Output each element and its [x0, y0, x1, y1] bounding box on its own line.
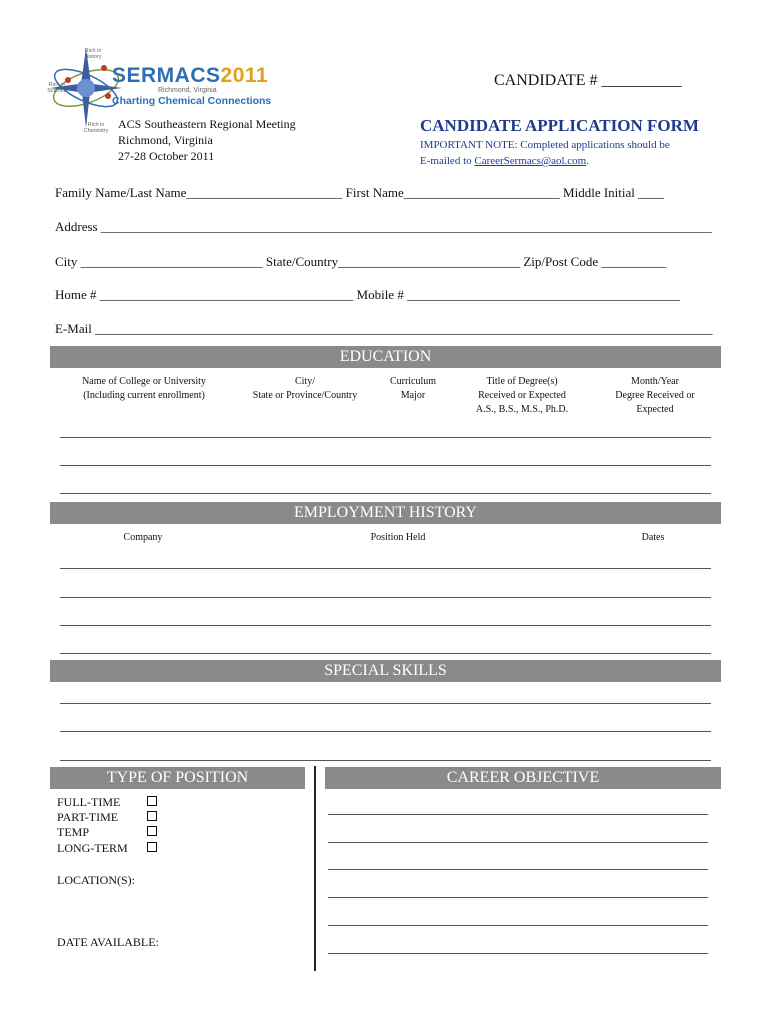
emp-line-1[interactable]	[60, 568, 711, 569]
option-full-time[interactable]: FULL-TIME	[57, 795, 157, 810]
meeting-line-3: 27-28 October 2011	[118, 149, 215, 163]
logo-label-history: Rich in History	[84, 48, 102, 60]
important-note	[420, 137, 670, 169]
employment-header: EMPLOYMENT HISTORY	[50, 502, 721, 524]
edu-col-major: Curriculum Major	[389, 376, 437, 401]
date-available-label: DATE AVAILABLE:	[57, 935, 159, 949]
skills-header: SPECIAL SKILLS	[50, 660, 721, 682]
logo-tagline: Charting Chemical Connections	[112, 95, 272, 107]
option-part-time[interactable]: PART-TIME	[57, 810, 157, 825]
option-temp[interactable]: TEMP	[57, 825, 157, 840]
emp-line-2[interactable]	[60, 597, 711, 598]
skills-line-3[interactable]	[60, 760, 711, 761]
edu-col-city: City/ State or Province/Country	[252, 376, 358, 401]
location-label: LOCATION(S):	[57, 873, 135, 887]
emp-line-4[interactable]	[60, 653, 711, 654]
name-field-row[interactable]: Family Name/Last Name________________________ First Name________________________ Middle Initial ____	[55, 185, 665, 200]
education-header: EDUCATION	[50, 346, 721, 368]
skills-line-2[interactable]	[60, 731, 711, 732]
emp-col-company: Company	[123, 532, 163, 543]
objective-line-3[interactable]	[328, 869, 708, 870]
emp-line-3[interactable]	[60, 625, 711, 626]
objective-line-4[interactable]	[328, 897, 708, 898]
logo-location: Richmond, Virginia	[158, 87, 217, 94]
meeting-line-2: Richmond, Virginia	[118, 133, 213, 147]
edu-col-college: Name of College or University (Including current enrollment)	[82, 376, 206, 401]
address-field-row[interactable]: Address ______________________________________________________________________________________________	[55, 219, 712, 234]
objective-header: CAREER OBJECTIVE	[325, 767, 721, 789]
note-line-2: E-mailed to CareerSermacs@aol.com.	[420, 155, 589, 167]
emp-col-position: Position Held	[370, 532, 426, 543]
edu-line-3[interactable]	[60, 493, 711, 494]
email-link[interactable]: CareerSermacs@aol.com	[474, 155, 587, 167]
objective-line-2[interactable]	[328, 842, 708, 843]
note-line-1: IMPORTANT NOTE: Completed applications should be	[420, 139, 670, 151]
meeting-line-1: ACS Southeastern Regional Meeting	[118, 117, 296, 131]
form-title: CANDIDATE APPLICATION FORM	[420, 116, 699, 135]
meeting-info	[118, 116, 296, 164]
edu-col-date: Month/Year Degree Received or Expected	[615, 376, 695, 415]
column-divider	[314, 766, 316, 971]
objective-line-1[interactable]	[328, 814, 708, 815]
full-time-checkbox[interactable]	[147, 796, 157, 806]
long-term-checkbox[interactable]	[147, 842, 157, 852]
objective-line-5[interactable]	[328, 925, 708, 926]
phone-field-row[interactable]: Home # _______________________________________ Mobile # __________________________________________	[55, 287, 681, 302]
objective-line-6[interactable]	[328, 953, 708, 954]
option-long-term[interactable]: LONG-TERM	[57, 841, 157, 856]
logo-label-science: Rich in Science	[47, 82, 67, 94]
emp-col-dates: Dates	[641, 532, 665, 543]
candidate-number-field[interactable]: CANDIDATE # __________	[494, 72, 682, 89]
edu-col-degree: Title of Degree(s) Received or Expected A.S., B.S., M.S., Ph.D.	[475, 376, 569, 415]
skills-line-1[interactable]	[60, 703, 711, 704]
edu-line-2[interactable]	[60, 465, 711, 466]
logo-label-chemistry: Rich in Chemistry	[83, 122, 109, 134]
position-header: TYPE OF POSITION	[50, 767, 305, 789]
part-time-checkbox[interactable]	[147, 811, 157, 821]
temp-checkbox[interactable]	[147, 826, 157, 836]
logo-title: SERMACS2011	[112, 64, 269, 87]
edu-line-1[interactable]	[60, 437, 711, 438]
email-field-row[interactable]: E-Mail _______________________________________________________________________________________________	[55, 321, 713, 336]
city-field-row[interactable]: City ____________________________ State/Country____________________________ Zip/Post Code __________	[55, 254, 667, 269]
